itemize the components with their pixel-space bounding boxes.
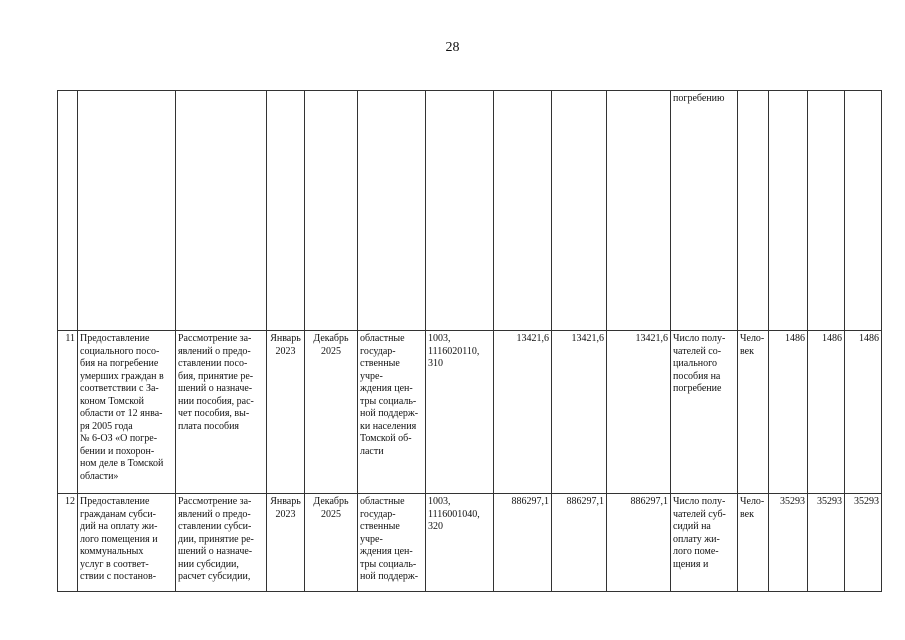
table-row bbox=[58, 494, 882, 592]
cell-code: 1003, 1116001040, 320 bbox=[426, 494, 494, 592]
cell-value: 13421,6 bbox=[607, 331, 671, 494]
cell-value: 886297,1 bbox=[552, 494, 607, 592]
cell-value: 13421,6 bbox=[552, 331, 607, 494]
cell-unit: Чело- век bbox=[738, 494, 769, 592]
program-table bbox=[57, 90, 882, 592]
cell-indicator-value: 35293 bbox=[769, 494, 808, 592]
cell-value: 13421,6 bbox=[494, 331, 552, 494]
cell-name: Предоставление социального посо- бия на погребение умерших граждан в соответствии с За- коном Томской области от 12 янва- ря 2005 года № 6-ОЗ «О погре- бении и похорон- ном деле в Томской области» bbox=[78, 331, 176, 494]
cell-value bbox=[552, 91, 607, 331]
cell-indicator-value: 1486 bbox=[769, 331, 808, 494]
cell-indicator: погребению bbox=[671, 91, 738, 331]
cell-value: 886297,1 bbox=[494, 494, 552, 592]
cell-value bbox=[607, 91, 671, 331]
cell-indicator: Число полу- чателей со- циального пособия на погребение bbox=[671, 331, 738, 494]
page-number: 28 bbox=[445, 40, 460, 55]
table-row bbox=[58, 331, 882, 494]
cell-executor: областные государ- ственные учре- ждения цен- тры социаль- ной поддерж- bbox=[358, 494, 426, 592]
cell-indicator-value bbox=[845, 91, 882, 331]
cell-indicator-value: 35293 bbox=[808, 494, 845, 592]
cell-value: 886297,1 bbox=[607, 494, 671, 592]
cell-unit bbox=[738, 91, 769, 331]
cell-indicator: Число полу- чателей суб- сидий на оплату жи- лого поме- щения и bbox=[671, 494, 738, 592]
cell-start bbox=[267, 91, 305, 331]
cell-end: Декабрь 2025 bbox=[305, 494, 358, 592]
cell-start: Январь 2023 bbox=[267, 331, 305, 494]
cell-code: 1003, 1116020110, 310 bbox=[426, 331, 494, 494]
cell-unit: Чело- век bbox=[738, 331, 769, 494]
cell-num: 12 bbox=[58, 494, 78, 592]
cell-end bbox=[305, 91, 358, 331]
cell-indicator-value: 1486 bbox=[808, 331, 845, 494]
cell-name bbox=[78, 91, 176, 331]
cell-indicator-value bbox=[808, 91, 845, 331]
cell-indicator-value: 1486 bbox=[845, 331, 882, 494]
cell-value bbox=[494, 91, 552, 331]
cell-executor bbox=[358, 91, 426, 331]
cell-num: 11 bbox=[58, 331, 78, 494]
cell-executor: областные государ- ственные учре- ждения цен- тры социаль- ной поддерж- ки населения Томской об- ласти bbox=[358, 331, 426, 494]
cell-indicator-value bbox=[769, 91, 808, 331]
cell-start: Январь 2023 bbox=[267, 494, 305, 592]
cell-indicator-value: 35293 bbox=[845, 494, 882, 592]
cell-code bbox=[426, 91, 494, 331]
cell-stage: Рассмотрение за- явлений о предо- ставлении посо- бия, принятие ре- шений о назначе- нии пособия, рас- чет пособия, вы- плата пособия bbox=[176, 331, 267, 494]
cell-stage bbox=[176, 91, 267, 331]
cell-name: Предоставление гражданам субси- дий на оплату жи- лого помещения и коммунальных услуг в соответ- ствии с постанов- bbox=[78, 494, 176, 592]
table-row bbox=[58, 91, 882, 331]
cell-end: Декабрь 2025 bbox=[305, 331, 358, 494]
cell-stage: Рассмотрение за- явлений о предо- ставлении субси- дии, принятие ре- шений о назначе- нии субсидии, расчет субсидии, bbox=[176, 494, 267, 592]
cell-num bbox=[58, 91, 78, 331]
